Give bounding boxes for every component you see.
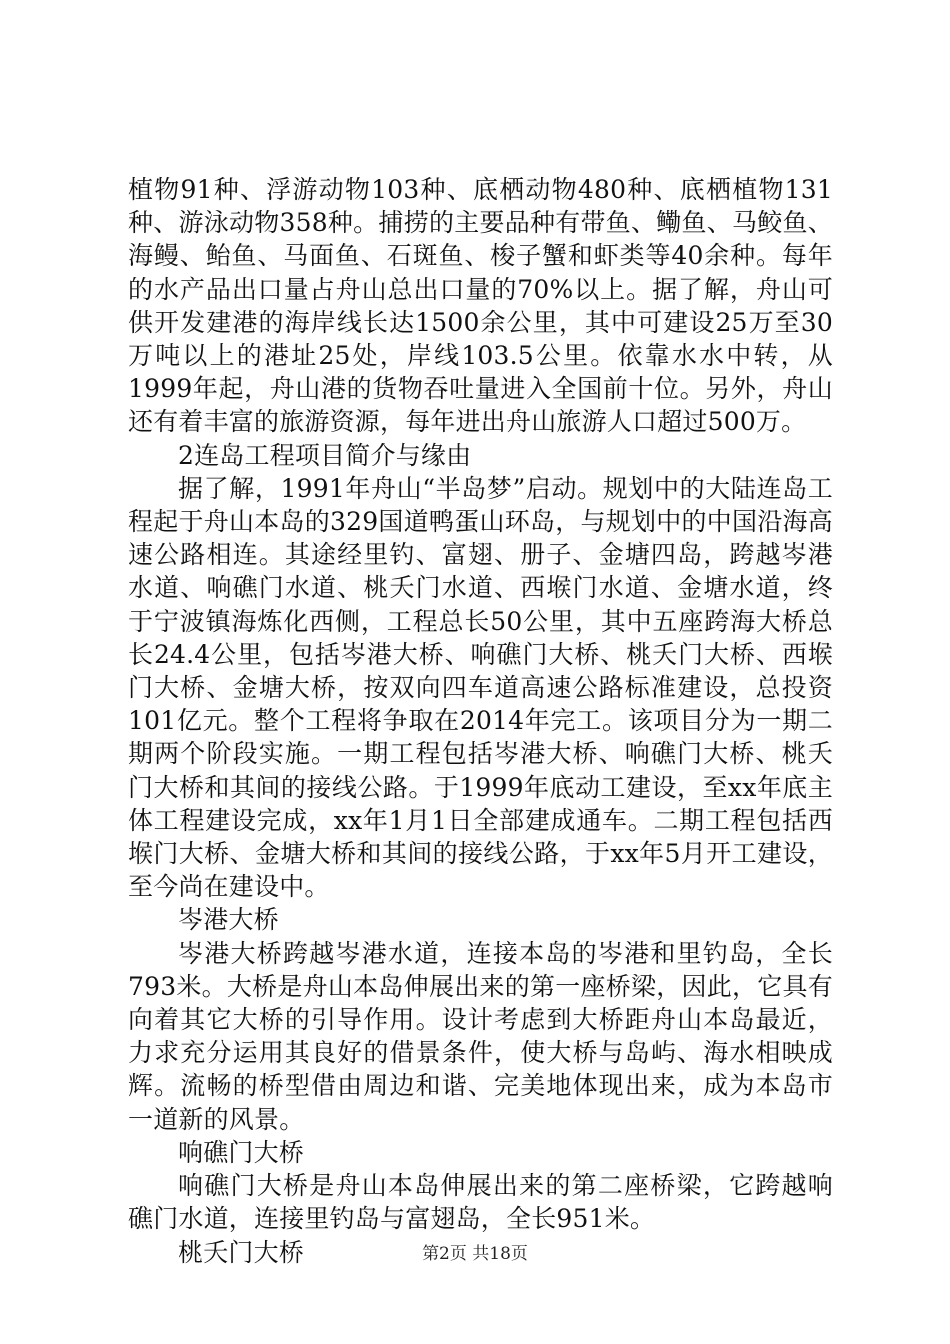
- section-heading-project-intro: 2连岛工程项目简介与缘由: [178, 440, 472, 470]
- paragraph-project-overview: 据了解，1991年舟山“半岛梦”启动。规划中的大陆连岛工程起于舟山本岛的329国道鸭蛋山环岛，与规划中的中国沿海高速公路相连。其途经里钓、富翅、册子、金塘四岛，跨越岑港水道、响礁门水道、桃夭门水道、西堠门水道、金塘水道，终于宁波镇海炼化西侧，工程总长50公里，其中五座跨海大桥总长24.4公里，包括岑港大桥、响礁门大桥、桃夭门大桥、西堠门大桥、金塘大桥，按双向四车道高速公路标准建设，总投资101亿元。整个工程将争取在2014年完工。该项目分为一期二期两个阶段实施。一期工程包括岑港大桥、响礁门大桥、桃夭门大桥和其间的接线公路。于1999年底动工建设，至xx年底主体工程建设完成，xx年1月1日全部建成通车。二期工程包括西堠门大桥、金塘大桥和其间的接线公路，于xx年5月开工建设，至今尚在建设中。: [128, 473, 833, 902]
- document-body: [128, 173, 833, 1269]
- paragraph-cengang-bridge: 岑港大桥跨越岑港水道，连接本岛的岑港和里钓岛，全长793米。大桥是舟山本岛伸展出来的第一座桥梁，因此，它具有向着其它大桥的引导作用。设计考虑到大桥距舟山本岛最近，力求充分运用其良好的借景条件，使大桥与岛屿、海水相映成辉。流畅的桥型借由周边和谐、完美地体现出来，成为本岛市一道新的风景。: [128, 938, 833, 1134]
- paragraph-xiangjiaomen-bridge: 响礁门大桥是舟山本岛伸展出来的第二座桥梁，它跨越响礁门水道，连接里钓岛与富翅岛，全长951米。: [128, 1171, 833, 1234]
- subheading-cengang-bridge: 岑港大桥: [178, 905, 279, 935]
- subheading-xiangjiaomen-bridge: 响礁门大桥: [178, 1137, 305, 1167]
- page-number: 第2页 共18页: [422, 1244, 528, 1264]
- page-footer: [0, 1243, 950, 1265]
- paragraph-marine-resources: 植物91种、浮游动物103种、底栖动物480种、底栖植物131种、游泳动物358种。捕捞的主要品种有带鱼、鳓鱼、马鲛鱼、海鳗、鲐鱼、马面鱼、石斑鱼、梭子蟹和虾类等40余种。每年的水产品出口量占舟山总出口量的70%以上。据了解，舟山可供开发建港的海岸线长达1500余公里，其中可建设25万至30万吨以上的港址25处，岸线103.5公里。依靠水水中转，从1999年起，舟山港的货物吞吐量进入全国前十位。另外，舟山还有着丰富的旅游资源，每年进出舟山旅游人口超过500万。: [128, 175, 833, 437]
- subheading-taoyaomen-bridge: 桃夭门大桥: [178, 1237, 305, 1267]
